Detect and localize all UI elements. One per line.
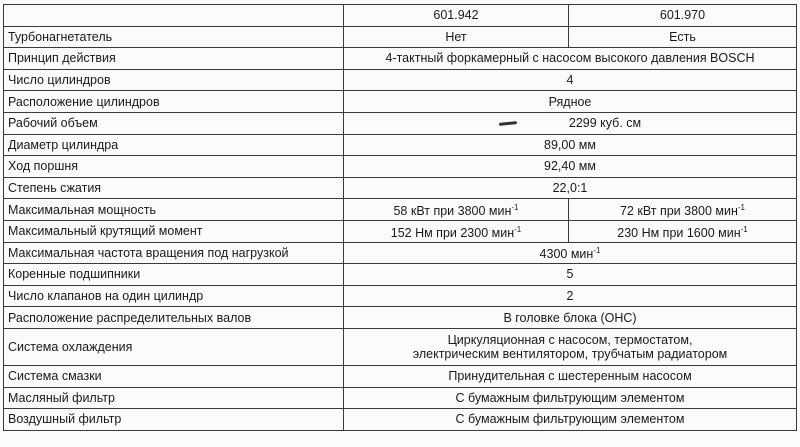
table-row bbox=[4, 69, 797, 91]
header-model-601942: 601.942 bbox=[344, 5, 569, 27]
row-value-cell bbox=[344, 242, 797, 264]
row-label: Воздушный фильтр bbox=[4, 409, 344, 431]
exponent: -1 bbox=[514, 224, 522, 234]
row-label: Масляный фильтр bbox=[4, 387, 344, 409]
row-label: Максимальный крутящий момент bbox=[4, 220, 344, 242]
row-value-601942-cell bbox=[344, 199, 569, 221]
row-value: 89,00 мм bbox=[344, 134, 797, 156]
table-row bbox=[4, 264, 797, 286]
row-value-cell bbox=[344, 328, 797, 365]
row-value-cell bbox=[344, 112, 797, 134]
row-value: С бумажным фильтрующим элементом bbox=[344, 409, 797, 431]
table-row bbox=[4, 285, 797, 307]
table-row bbox=[4, 91, 797, 113]
row-label: Диаметр цилиндра bbox=[4, 134, 344, 156]
header-empty-cell bbox=[4, 5, 344, 27]
row-value-line-2: электрическим вентилятором, трубчатым радиатором bbox=[412, 346, 728, 361]
row-label: Степень сжатия bbox=[4, 177, 344, 199]
table-row bbox=[4, 48, 797, 70]
row-label: Максимальная частота вращения под нагрузкой bbox=[4, 242, 344, 264]
row-label: Коренные подшипники bbox=[4, 264, 344, 286]
row-value: 4-тактный форкамерный с насосом высокого давления BOSCH bbox=[344, 48, 797, 70]
exponent: -1 bbox=[737, 203, 746, 213]
row-value: 2299 куб. см bbox=[568, 116, 642, 131]
exponent: -1 bbox=[511, 203, 519, 213]
row-value-601970-cell bbox=[569, 220, 797, 242]
table-row bbox=[4, 26, 797, 48]
row-label: Число клапанов на один цилиндр bbox=[4, 285, 344, 307]
row-value: 92,40 мм bbox=[344, 156, 797, 178]
row-label: Рабочий объем bbox=[4, 112, 344, 134]
row-value-601970-cell bbox=[569, 199, 797, 221]
table-row bbox=[4, 220, 797, 242]
table-row bbox=[4, 307, 797, 329]
row-label: Турбонагнетатель bbox=[4, 26, 344, 48]
row-value-601970: Есть bbox=[569, 26, 797, 48]
exponent: -1 bbox=[740, 224, 748, 234]
row-value: В головке блока (ОНС) bbox=[344, 307, 797, 329]
row-value: 2 bbox=[344, 285, 797, 307]
row-value-601942-cell bbox=[344, 220, 569, 242]
header-model-601970: 601.970 bbox=[569, 5, 797, 27]
row-value: 4300 мин bbox=[539, 247, 594, 262]
row-value-601970: 230 Нм при 1600 мин bbox=[617, 225, 741, 240]
row-value: 5 bbox=[344, 264, 797, 286]
row-label: Ход поршня bbox=[4, 156, 344, 178]
table-row bbox=[4, 156, 797, 178]
table-row bbox=[4, 328, 797, 365]
row-label: Максимальная мощность bbox=[4, 199, 344, 221]
row-label: Расположение цилиндров bbox=[4, 91, 344, 113]
row-label: Расположение распределительных валов bbox=[4, 307, 344, 329]
table-row bbox=[4, 134, 797, 156]
row-label: Принцип действия bbox=[4, 48, 344, 70]
row-value-601942: 58 кВт при 3800 мин bbox=[393, 204, 512, 219]
row-value-601970: 72 кВт при 3800 мин bbox=[619, 204, 738, 219]
row-value: 22,0:1 bbox=[344, 177, 797, 199]
exponent: -1 bbox=[593, 246, 601, 256]
table-header-row bbox=[4, 5, 797, 27]
table-row bbox=[4, 387, 797, 409]
table-row bbox=[4, 365, 797, 387]
row-value-601942: Нет bbox=[344, 26, 569, 48]
row-value: Принудительная с шестеренным насосом bbox=[344, 365, 797, 387]
table-row bbox=[4, 242, 797, 264]
engine-spec-table bbox=[3, 4, 797, 431]
table-row bbox=[4, 409, 797, 431]
row-value: 4 bbox=[344, 69, 797, 91]
row-label: Число цилиндров bbox=[4, 69, 344, 91]
table-row bbox=[4, 112, 797, 134]
row-value: Рядное bbox=[344, 91, 797, 113]
row-value-601942: 152 Нм при 2300 мин bbox=[390, 225, 515, 240]
row-value-line-1: Циркуляционная с насосом, термостатом, bbox=[447, 332, 693, 347]
row-label: Система смазки bbox=[4, 365, 344, 387]
row-label: Система охлаждения bbox=[4, 328, 344, 365]
table-row bbox=[4, 199, 797, 221]
ink-smudge bbox=[499, 122, 517, 127]
row-value: С бумажным фильтрующим элементом bbox=[344, 387, 797, 409]
table-row bbox=[4, 177, 797, 199]
